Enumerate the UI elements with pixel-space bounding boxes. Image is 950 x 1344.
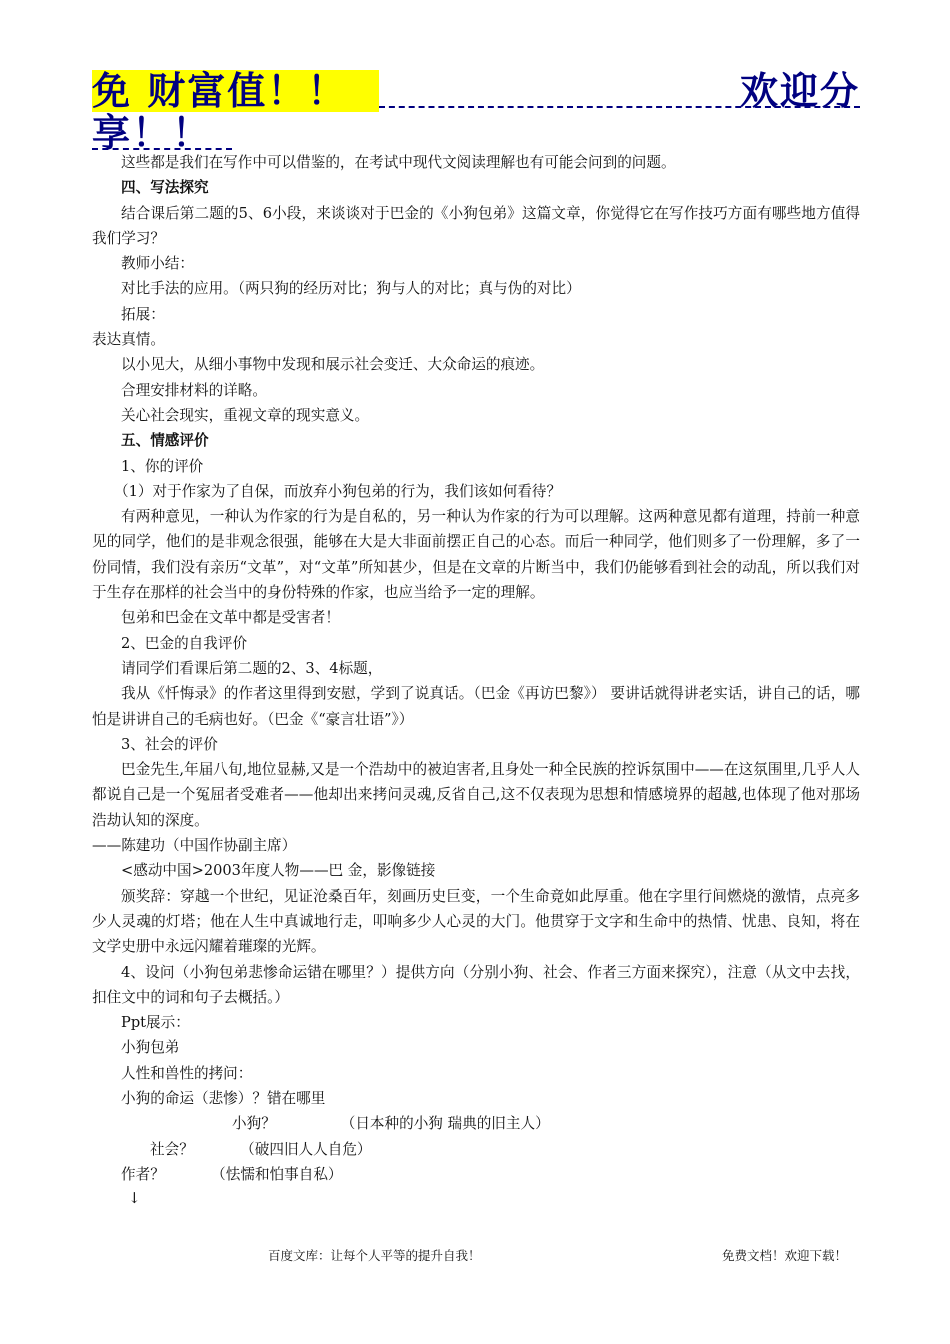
header-banner [92, 68, 860, 155]
down-arrow-icon: ↓ [128, 1189, 141, 1208]
paragraph: 以小见大，从细小事物中发现和展示社会变迁、大众命运的痕迹。 [121, 356, 545, 374]
paragraph: 结合课后第二题的5、6小段，来谈谈对于巴金的《小狗包弟》这篇文章，你觉得它在写作技巧方面有哪些地方值得我们学习？ [92, 204, 860, 247]
footer-right-text: 免费文档！欢迎下载！ [722, 1248, 848, 1263]
banner-text-wrap: 享！！ [92, 111, 213, 155]
paragraph: 包弟和巴金在文革中都是受害者！ [121, 609, 340, 627]
quote-attribution: ——陈建功（中国作协副主席） [92, 837, 297, 855]
document-body [92, 150, 860, 1209]
paragraph: 小狗的命运（悲惨）？错在哪里 [121, 1089, 326, 1107]
paragraph: 表达真情。 [92, 331, 165, 349]
paragraph: 作者？ （怯懦和怕事自私） [121, 1165, 343, 1183]
paragraph: 4、设问（小狗包弟悲惨命运错在哪里？）提供方向（分别小狗、社会、作者三方面来探究），注意（从文中去找，扣住文中的词和句子去概括。） [92, 963, 860, 1006]
paragraph: 小狗包弟 [121, 1039, 180, 1057]
paragraph: 小狗？ （日本种的小狗 瑞典的旧主人） [232, 1115, 550, 1133]
paragraph: 教师小结： [121, 255, 194, 273]
section-heading: 四、写法探究 [121, 179, 209, 197]
paragraph: 巴金先生,年届八旬,地位显赫,又是一个浩劫中的被迫害者,且身处一种全民族的控诉氛围中——在这氛围里,几乎人人都说自己是一个冤屈者受难者——他却出来拷问灵魂,反省自己,这不仅表现为思想和情感境界的超越,也体现了他对那场浩劫认知的深度。 [92, 761, 860, 829]
paragraph: 颁奖辞：穿越一个世纪，见证沧桑百年，刻画历史巨变，一个生命竟如此厚重。他在字里行间燃烧的激情，点亮多少人灵魂的灯塔；他在人生中真诚地行走，叩响多少人心灵的大门。他贯穿于文字和生命中的热情、忧患、良知，将在文学史册中永远闪耀着璀璨的光辉。 [92, 887, 860, 956]
paragraph: 3、社会的评价 [121, 735, 218, 753]
paragraph: 有两种意见，一种认为作家的行为是自私的，另一种认为作家的行为可以理解。这两种意见都有道理，持前一种意见的同学，他们的是非观念很强，能够在大是大非面前摆正自己的心态。而后一种同学，他们则多了一份理解，多了一份同情，我们没有亲历“文革”，对“文革”所知甚少，但是在文章的片断当中，我们仍能够看到社会的动乱，所以我们对于生存在那样的社会当中的身份特殊的作家，也应当给予一定的理解。 [92, 508, 860, 602]
footer-center-text: 百度文库：让每个人平等的提升自我！ [268, 1248, 481, 1263]
paragraph: 对比手法的应用。（两只狗的经历对比；狗与人的对比；真与伪的对比） [121, 280, 581, 298]
paragraph: （1）对于作家为了自保，而放弃小狗包弟的行为，我们该如何看待？ [114, 482, 562, 500]
banner-text-left: 免 财富值！！ [92, 69, 348, 113]
paragraph: 请同学们看课后第二题的2、3、4标题， [121, 659, 383, 677]
paragraph: 关心社会现实，重视文章的现实意义。 [121, 406, 370, 424]
paragraph: 社会？ （破四旧人人自危） [150, 1140, 372, 1158]
banner-text-right: 欢迎分 [739, 69, 860, 113]
section-heading: 五、情感评价 [121, 432, 209, 450]
paragraph: 合理安排材料的详略。 [121, 381, 267, 399]
paragraph: 人性和兽性的拷问： [121, 1064, 253, 1082]
paragraph: Ppt展示： [121, 1014, 190, 1032]
paragraph: 这些都是我们在写作中可以借鉴的，在考试中现代文阅读理解也有可能会问到的问题。 [121, 154, 676, 171]
paragraph: 我从《忏悔录》的作者这里得到安慰，学到了说真话。（巴金《再访巴黎》） 要讲话就得讲老实话，讲自己的话，哪怕是讲讲自己的毛病也好。（巴金《“豪言壮语”》） [92, 685, 860, 728]
paragraph: <感动中国>2003年度人物——巴 金，影像链接 [121, 862, 436, 880]
paragraph: 1、你的评价 [121, 457, 204, 475]
paragraph: 2、巴金的自我评价 [121, 634, 248, 652]
paragraph: 拓展： [121, 305, 165, 323]
